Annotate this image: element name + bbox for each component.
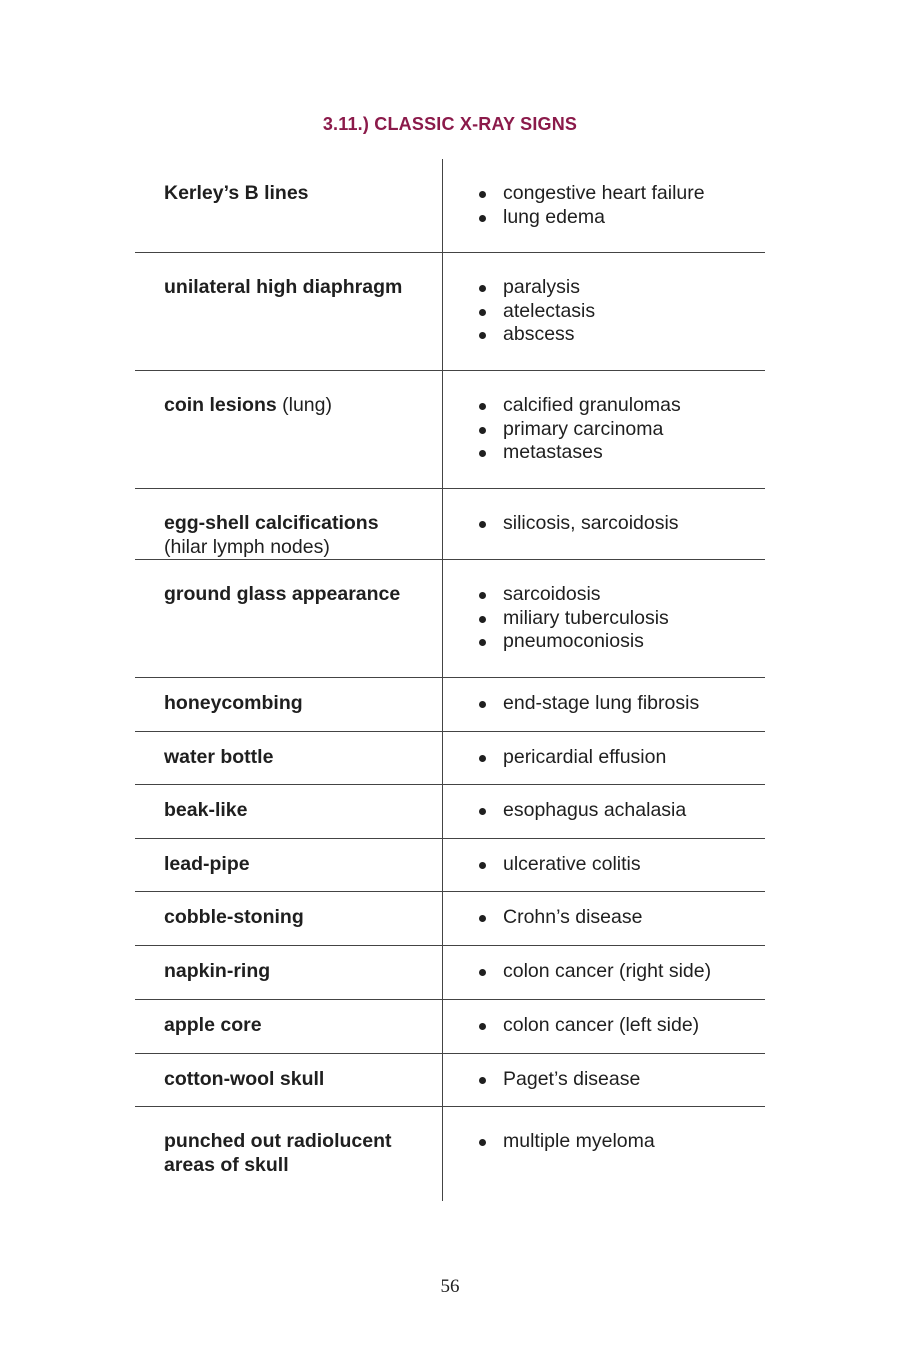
sign-cell xyxy=(135,892,443,945)
table-row xyxy=(135,785,765,839)
list-item: primary carcinoma xyxy=(503,418,765,442)
list-item: colon cancer (right side) xyxy=(503,960,765,984)
list-item: silicosis, sarcoidosis xyxy=(503,512,765,536)
sign-name: unilateral high diaphragm xyxy=(164,276,403,298)
causes-list xyxy=(443,732,765,784)
table-row xyxy=(135,732,765,785)
xray-signs-table xyxy=(135,159,765,1201)
table-row xyxy=(135,946,765,1000)
table-row xyxy=(135,159,765,253)
list-item: end-stage lung fibrosis xyxy=(503,692,765,716)
list-item: congestive heart failure xyxy=(503,182,765,206)
sign-cell xyxy=(135,1000,443,1053)
causes-list xyxy=(443,785,765,838)
sign-name: egg-shell calcifications xyxy=(164,512,379,534)
list-item: abscess xyxy=(503,323,765,347)
sign-cell xyxy=(135,560,443,677)
sign-name: honeycombing xyxy=(164,692,303,714)
table-row xyxy=(135,253,765,371)
list-item: atelectasis xyxy=(503,300,765,324)
list-item: sarcoidosis xyxy=(503,583,765,607)
sign-name: apple core xyxy=(164,1014,262,1036)
list-item: Paget’s disease xyxy=(503,1068,765,1092)
sign-name: cotton-wool skull xyxy=(164,1068,325,1090)
sign-name: Kerley’s B lines xyxy=(164,182,309,204)
sign-cell xyxy=(135,489,443,559)
list-item: calcified granulomas xyxy=(503,394,765,418)
sign-name: ground glass appearance xyxy=(164,583,401,605)
sign-cell xyxy=(135,732,443,784)
causes-list xyxy=(443,159,765,252)
causes-list xyxy=(443,253,765,370)
page-title: 3.11.) CLASSIC X-RAY SIGNS xyxy=(322,114,578,134)
sign-cell xyxy=(135,946,443,999)
table-row xyxy=(135,1054,765,1107)
causes-list xyxy=(443,1000,765,1053)
list-item: ulcerative colitis xyxy=(503,853,765,877)
causes-list xyxy=(443,1054,765,1106)
sign-name: lead-pipe xyxy=(164,853,250,875)
list-item: pericardial effusion xyxy=(503,746,765,770)
causes-list xyxy=(443,489,765,559)
list-item: miliary tuberculosis xyxy=(503,607,765,631)
list-item: multiple myeloma xyxy=(503,1130,765,1154)
sign-name: napkin-ring xyxy=(164,960,271,982)
table-row xyxy=(135,489,765,560)
sign-cell xyxy=(135,678,443,731)
sign-cell xyxy=(135,371,443,488)
causes-list xyxy=(443,371,765,488)
sign-cell xyxy=(135,785,443,838)
sign-cell xyxy=(135,159,443,252)
page-number: 56 xyxy=(440,1276,460,1297)
sign-cell xyxy=(135,1054,443,1106)
list-item: pneumoconiosis xyxy=(503,630,765,654)
causes-list xyxy=(443,1107,765,1201)
sign-note: (lung) xyxy=(276,394,332,416)
list-item: metastases xyxy=(503,441,765,465)
sign-name: coin lesions xyxy=(164,394,277,416)
sign-cell xyxy=(135,253,443,370)
sign-name: cobble-stoning xyxy=(164,906,304,928)
causes-list xyxy=(443,892,765,945)
list-item: esophagus achalasia xyxy=(503,799,765,823)
sign-cell xyxy=(135,1107,443,1201)
table-row xyxy=(135,1000,765,1054)
causes-list xyxy=(443,946,765,999)
list-item: lung edema xyxy=(503,206,765,230)
table-row xyxy=(135,560,765,678)
causes-list xyxy=(443,839,765,891)
list-item: colon cancer (left side) xyxy=(503,1014,765,1038)
table-row xyxy=(135,371,765,489)
table-row xyxy=(135,839,765,892)
sign-cell xyxy=(135,839,443,891)
table-row xyxy=(135,892,765,946)
sign-name: beak-like xyxy=(164,799,248,821)
sign-name: water bottle xyxy=(164,746,274,768)
list-item: Crohn’s disease xyxy=(503,906,765,930)
causes-list xyxy=(443,560,765,677)
list-item: paralysis xyxy=(503,276,765,300)
sign-name: punched out radiolucent areas of skull xyxy=(164,1130,392,1176)
causes-list xyxy=(443,678,765,731)
sign-note: (hilar lymph nodes) xyxy=(164,535,330,558)
table-row xyxy=(135,678,765,732)
table-row xyxy=(135,1107,765,1201)
